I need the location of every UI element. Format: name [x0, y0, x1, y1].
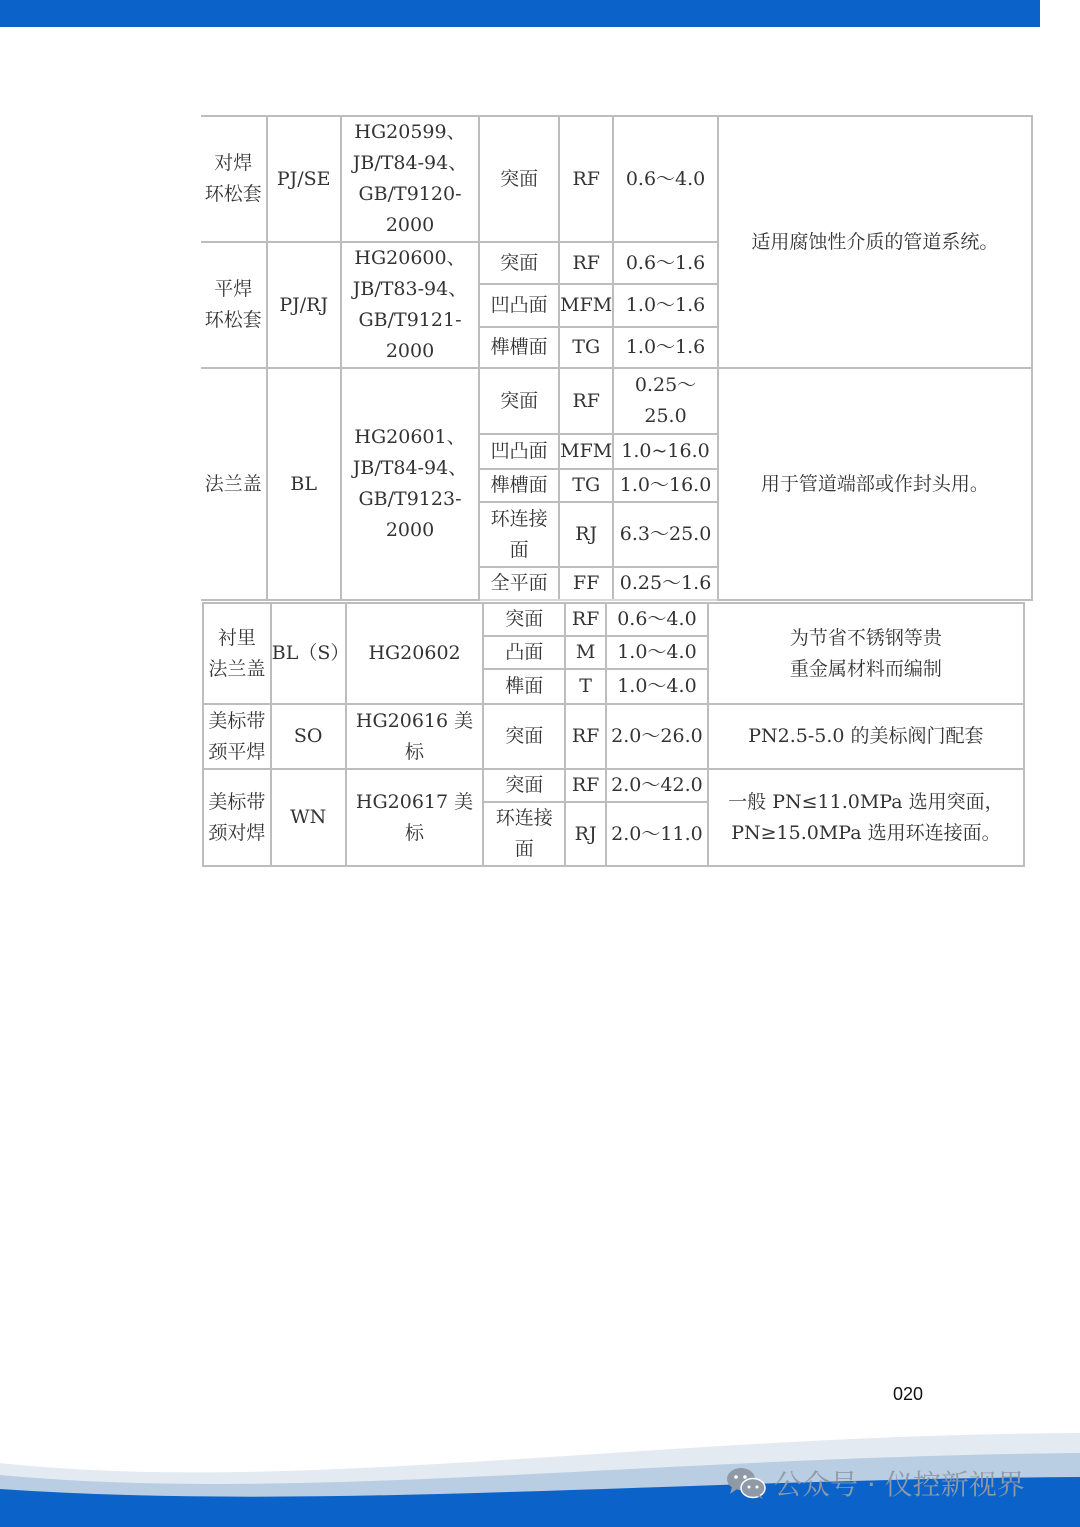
face-code: RF	[559, 368, 613, 434]
flange-spec-table-1	[201, 115, 1033, 601]
pressure-range: 1.0～4.0	[606, 636, 708, 669]
face-type: 凸面	[483, 636, 565, 669]
page-number: 020	[893, 1384, 924, 1404]
usage-note: 一般 PN≤11.0MPa 选用突面， PN≥15.0MPa 选用环连接面。	[708, 769, 1024, 866]
face-code: TG	[559, 327, 613, 368]
flange-code: BL	[267, 368, 341, 600]
flange-standard: HG20617 美标	[346, 769, 484, 866]
face-type: 榫面	[483, 669, 565, 704]
pressure-range: 0.25～1.6	[613, 567, 718, 600]
face-type: 环连接 面	[483, 802, 565, 866]
pressure-range: 1.0～4.0	[606, 669, 708, 704]
face-code: TG	[559, 469, 613, 502]
flange-name: 衬里 法兰盖	[203, 603, 271, 704]
face-code: FF	[559, 567, 613, 600]
pressure-range: 0.6～1.6	[613, 242, 718, 284]
flange-code: PJ/RJ	[267, 242, 341, 368]
watermark-text: 公众号 · 仪控新视界	[774, 1468, 1025, 1501]
flange-name: 美标带 颈平焊	[203, 704, 271, 769]
pressure-range: 6.3～25.0	[613, 502, 718, 567]
pressure-range: 1.0~16.0	[613, 434, 718, 469]
face-code: T	[565, 669, 606, 704]
pressure-range: 1.0～16.0	[613, 469, 718, 502]
flange-code: BL（S）	[271, 603, 346, 704]
flange-spec-table-2	[202, 602, 1025, 867]
face-type: 突面	[483, 769, 565, 802]
wechat-icon	[726, 1466, 766, 1500]
flange-standard: HG20602	[346, 603, 484, 704]
flange-name: 对焊 环松套	[201, 116, 267, 242]
face-type: 突面	[479, 116, 559, 242]
pressure-range: 0.6～4.0	[613, 116, 718, 242]
usage-note: PN2.5-5.0 的美标阀门配套	[708, 704, 1024, 769]
face-type: 突面	[479, 368, 559, 434]
flange-standard: HG20616 美标	[346, 704, 484, 769]
pressure-range: 0.6～4.0	[606, 603, 708, 636]
face-code: RJ	[565, 802, 606, 866]
face-type: 凹凸面	[479, 434, 559, 469]
face-code: RF	[559, 242, 613, 284]
flange-name: 美标带 颈对焊	[203, 769, 271, 866]
face-type: 榫槽面	[479, 469, 559, 502]
face-code: M	[565, 636, 606, 669]
face-type: 全平面	[479, 567, 559, 600]
face-type: 榫槽面	[479, 327, 559, 368]
face-code: MFM	[559, 434, 613, 469]
face-code: RF	[559, 116, 613, 242]
face-code: RJ	[559, 502, 613, 567]
face-type: 突面	[483, 704, 565, 769]
flange-name: 平焊 环松套	[201, 242, 267, 368]
pressure-range: 1.0～1.6	[613, 284, 718, 327]
flange-name: 法兰盖	[201, 368, 267, 600]
header-bar	[0, 0, 1040, 27]
usage-note: 用于管道端部或作封头用。	[718, 368, 1032, 600]
pressure-range: 2.0～26.0	[606, 704, 708, 769]
face-code: RF	[565, 769, 606, 802]
flange-code: PJ/SE	[267, 116, 341, 242]
pressure-range: 0.25～ 25.0	[613, 368, 718, 434]
flange-code: WN	[271, 769, 346, 866]
pressure-range: 1.0～1.6	[613, 327, 718, 368]
face-type: 突面	[483, 603, 565, 636]
pressure-range: 2.0～42.0	[606, 769, 708, 802]
face-type: 凹凸面	[479, 284, 559, 327]
pressure-range: 2.0～11.0	[606, 802, 708, 866]
usage-note: 适用腐蚀性介质的管道系统。	[718, 116, 1032, 368]
face-code: RF	[565, 603, 606, 636]
flange-standard: HG20599、 JB/T84-94、 GB/T9120-2000	[341, 116, 479, 242]
face-type: 突面	[479, 242, 559, 284]
flange-standard: HG20601、 JB/T84-94、 GB/T9123-2000	[341, 368, 479, 600]
face-code: RF	[565, 704, 606, 769]
face-type: 环连接 面	[479, 502, 559, 567]
watermark	[726, 1463, 1025, 1503]
face-code: MFM	[559, 284, 613, 327]
flange-code: SO	[271, 704, 346, 769]
flange-standard: HG20600、 JB/T83-94、 GB/T9121-2000	[341, 242, 479, 368]
usage-note: 为节省不锈钢等贵 重金属材料而编制	[708, 603, 1024, 704]
